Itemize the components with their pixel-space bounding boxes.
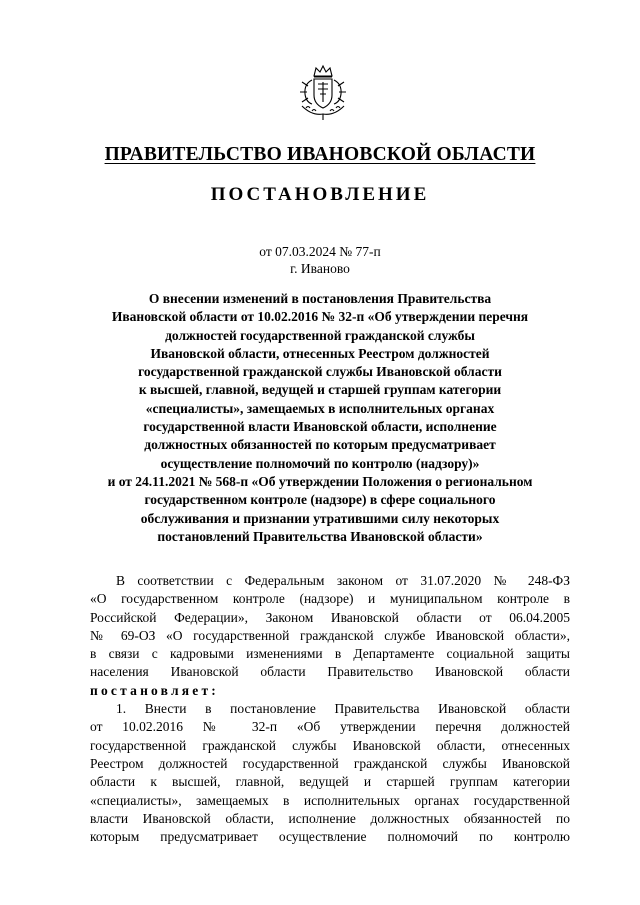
title-line: О внесении изменений в постановления Правительства [148, 291, 492, 306]
body-line: Российской Федерации», Законом Ивановской области от 06.04.2005 [90, 609, 570, 625]
document-body [90, 572, 570, 846]
title-line: государственном контроле (надзоре) в сфере социального [144, 492, 496, 508]
body-line: «О государственном контроле (надзоре) и муниципальном контроле в [90, 591, 570, 607]
body-line: В соответствии с Федеральным законом от 31.07.2020 № 248-ФЗ [116, 573, 570, 588]
body-line: «специалисты», замещаемых в исполнительных органах государственной [90, 792, 570, 808]
body-line: Реестром должностей государственной гражданской службы Ивановской [90, 755, 570, 771]
body-line: от 10.02.2016 № 32-п «Об утверждении перечня должностей [90, 719, 570, 735]
body-line: № 69-ОЗ «О государственной гражданской службе Ивановской области», [90, 627, 570, 643]
title-line: должностных обязанностей по которым предусматривает [144, 437, 496, 453]
document-dateline [0, 243, 640, 277]
organization-name: ПРАВИТЕЛЬСТВО ИВАНОВСКОЙ ОБЛАСТИ [104, 144, 536, 165]
body-line: государственной гражданской службы Ивановской области, отнесенных [90, 737, 570, 753]
title-line: осуществление полномочий по контролю (надзору)» [160, 455, 480, 471]
document-type: ПОСТАНОВЛЕНИЕ [210, 184, 430, 205]
body-line: власти Ивановской области, исполнение должностных обязанностей по [90, 810, 570, 826]
title-line: «специалисты», замещаемых в исполнительных органах [145, 400, 495, 416]
document-title [72, 290, 568, 546]
coat-of-arms-icon [292, 62, 354, 124]
title-line: постановлений Правительства Ивановской области» [157, 528, 483, 544]
resolution-word: постановляет: [90, 682, 219, 698]
body-line: в связи с кадровыми изменениями в Департаменте социальной защиты [90, 646, 570, 662]
body-line: 1. Внести в постановление Правительства Ивановской области [116, 701, 570, 717]
title-line: Ивановской области, отнесенных Реестром должностей [150, 345, 490, 361]
body-line: которым предусматривает осуществление полномочий по контролю [90, 829, 570, 845]
title-line: должностей государственной гражданской службы [165, 327, 475, 343]
date-and-number: от 07.03.2024 № 77-п [259, 244, 381, 259]
title-line: к высшей, главной, ведущей и старшей группам категории [138, 382, 502, 398]
title-line: государственной гражданской службы Ивановской области [138, 364, 502, 380]
body-line: области к высшей, главной, ведущей и старшей группам категории [90, 774, 570, 790]
title-line: Ивановской области от 10.02.2016 № 32-п «Об утверждении перечня [111, 309, 529, 325]
title-line: обслуживания и признании утратившими силу некоторых [140, 510, 500, 526]
city: г. Иваново [290, 261, 350, 276]
body-line: населения Ивановской области Правительство Ивановской области [90, 664, 570, 680]
title-line: государственной власти Ивановской области, исполнение [143, 419, 497, 435]
title-line: и от 24.11.2021 № 568-п «Об утверждении Положения о региональном [107, 473, 533, 489]
